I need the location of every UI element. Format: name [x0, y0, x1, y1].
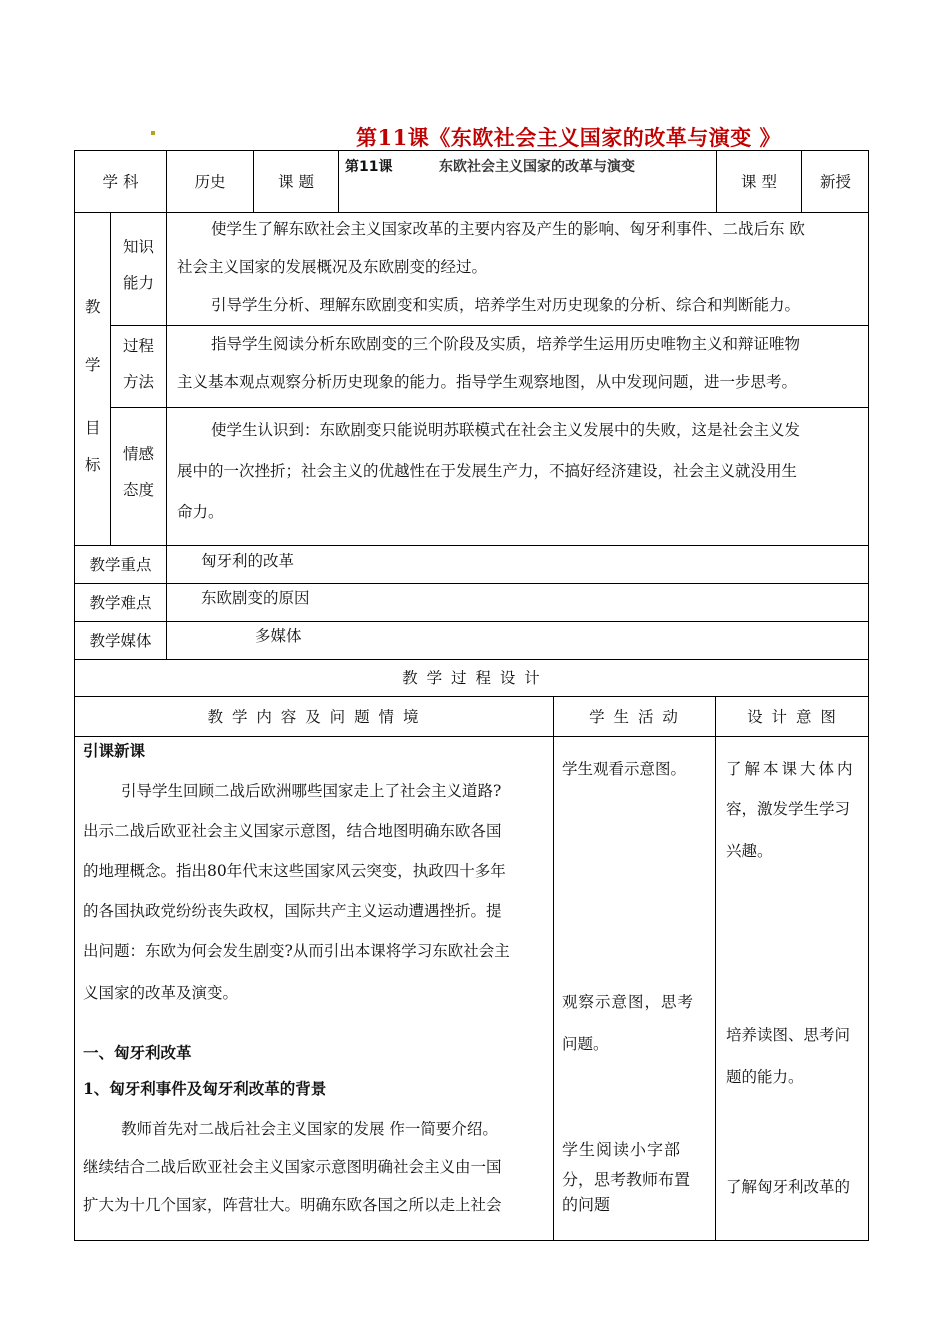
section1-line-3: 扩大为十几个国家，阵营壮大。明确东欧各国之所以走上社会 [83, 1196, 502, 1214]
process-design-header: 教 学 过 程 设 计 [402, 669, 542, 687]
type-label-cell [716, 150, 801, 212]
goals-label-char-3: 目 [85, 419, 101, 437]
intro-line-2: 出示二战后欧亚社会主义国家示意图，结合地图明确东欧各国 [83, 822, 502, 840]
process-design-header-cell [74, 659, 869, 696]
type-value: 新授 [819, 172, 851, 191]
difficulty-value: 东欧剧变的原因 [201, 589, 310, 607]
emotion-label-1: 情感 [123, 445, 155, 463]
lesson-number: 第11课 [345, 159, 393, 175]
goals-label-char-4: 标 [85, 456, 101, 474]
knowledge-label-1: 知识 [123, 238, 155, 256]
intro-line-3: 的地理概念。指出80年代末这些国家风云突变，执政四十多年 [83, 862, 506, 880]
intent-item-1-line-1: 了解本课大体内 [726, 760, 856, 778]
process-text-2: 主义基本观点观察分析历史现象的能力。指导学生观察地图，从中发现问题，进一步思考。 [177, 373, 798, 391]
knowledge-text-1: 使学生了解东欧社会主义国家改革的主要内容及产生的影响、匈牙利事件、二战后东 欧 [211, 220, 805, 238]
lesson-name: 东欧社会主义国家的改革与演变 [439, 159, 635, 175]
media-label: 教学媒体 [89, 631, 152, 650]
emotion-text-3: 命力。 [177, 503, 224, 521]
goals-label-char-2: 学 [85, 356, 101, 374]
decorative-dot [151, 131, 155, 135]
subject-value: 历史 [194, 172, 226, 191]
content-column [74, 736, 553, 1241]
col-content-header: 教 学 内 容 及 问 题 情 境 [207, 707, 421, 726]
col-intent-header-cell [715, 696, 869, 736]
media-value: 多媒体 [255, 627, 302, 645]
student-item-3-line-2: 分，思考教师布置 [562, 1170, 691, 1189]
knowledge-label-2: 能力 [123, 274, 155, 292]
intro-line-6: 义国家的改革及演变。 [83, 984, 239, 1002]
section1-subheading: 1、匈牙利事件及匈牙利改革的背景 [83, 1079, 327, 1098]
subject-label: 学 科 [102, 172, 139, 191]
intro-line-4: 的各国执政党纷纷丧失政权，国际共产主义运动遭遇挫折。提 [83, 902, 502, 920]
process-text-1: 指导学生阅读分析东欧剧变的三个阶段及实质，培养学生运用历史唯物主义和辩证唯物 [211, 335, 801, 353]
section1-heading: 一、匈牙利改革 [83, 1043, 192, 1062]
emotion-text-2: 展中的一次挫折；社会主义的优越性在于发展生产力，不搞好经济建设，社会主义就没用生 [177, 462, 798, 480]
col-student-header-cell [553, 696, 715, 736]
page-title: 第11课《东欧社会主义国家的改革与演变 》 [356, 125, 782, 150]
process-content-cell [166, 325, 869, 407]
student-item-3-line-1: 学生阅读小字部 [562, 1140, 682, 1159]
emotion-label-cell [110, 407, 166, 545]
section1-line-2: 继续结合二战后欧亚社会主义国家示意图明确社会主义由一国 [83, 1158, 502, 1176]
intent-item-1-line-2: 容，激发学生学习 [726, 800, 851, 818]
student-item-2-line-2: 问题。 [562, 1035, 609, 1053]
lesson-label: 课 题 [278, 172, 314, 191]
knowledge-text-3: 引导学生分析、理解东欧剧变和实质，培养学生对历史现象的分析、综合和判断能力。 [211, 296, 801, 314]
intent-item-3-line-1: 了解匈牙利改革的 [726, 1178, 851, 1196]
intent-column [715, 736, 869, 1241]
process-label-1: 过程 [123, 337, 155, 355]
col-intent-header: 设 计 意 图 [747, 707, 838, 726]
student-item-2-line-1: 观察示意图，思考 [562, 993, 695, 1011]
key-point-label-cell [74, 545, 166, 583]
knowledge-content-cell [166, 212, 869, 325]
col-student-header: 学 生 活 动 [589, 707, 680, 726]
media-label-cell [74, 621, 166, 659]
intent-item-2-line-2: 题的能力。 [726, 1068, 804, 1086]
process-label-2: 方法 [123, 373, 155, 391]
emotion-label-2: 态度 [123, 481, 155, 499]
difficulty-label: 教学难点 [89, 593, 152, 612]
student-item-1: 学生观看示意图。 [562, 760, 687, 778]
subject-value-cell [166, 150, 253, 212]
lesson-value-cell [338, 150, 716, 212]
student-column [553, 736, 715, 1241]
difficulty-label-cell [74, 583, 166, 621]
intro-heading: 引课新课 [83, 741, 146, 760]
section1-line-1: 教师首先对二战后社会主义国家的发展 作一简要介绍。 [121, 1120, 498, 1138]
media-value-cell [166, 621, 869, 659]
knowledge-text-2: 社会主义国家的发展概况及东欧剧变的经过。 [177, 258, 488, 276]
knowledge-label-cell [110, 212, 166, 325]
difficulty-value-cell [166, 583, 869, 621]
lesson-label-cell [253, 150, 338, 212]
key-point-value: 匈牙利的改革 [201, 552, 295, 570]
intro-line-1: 引导学生回顾二战后欧洲哪些国家走上了社会主义道路? [121, 782, 502, 800]
goals-label-char-1: 教 [85, 298, 101, 316]
goals-label-cell [74, 212, 110, 545]
intent-item-1-line-3: 兴趣。 [726, 842, 773, 860]
emotion-content-cell [166, 407, 869, 545]
type-value-cell [801, 150, 869, 212]
subject-label-cell [74, 150, 166, 212]
key-point-label: 教学重点 [89, 555, 152, 574]
student-item-3-line-3: 的问题 [562, 1195, 611, 1214]
type-label: 课 型 [741, 172, 777, 191]
intro-line-5: 出问题：东欧为何会发生剧变?从而引出本课将学习东欧社会主 [83, 942, 510, 960]
emotion-text-1: 使学生认识到：东欧剧变只能说明苏联模式在社会主义发展中的失败，这是社会主义发 [211, 421, 801, 439]
intent-item-2-line-1: 培养读图、思考问 [726, 1026, 851, 1044]
col-content-header-cell [74, 696, 553, 736]
process-label-cell [110, 325, 166, 407]
key-point-value-cell [166, 545, 869, 583]
